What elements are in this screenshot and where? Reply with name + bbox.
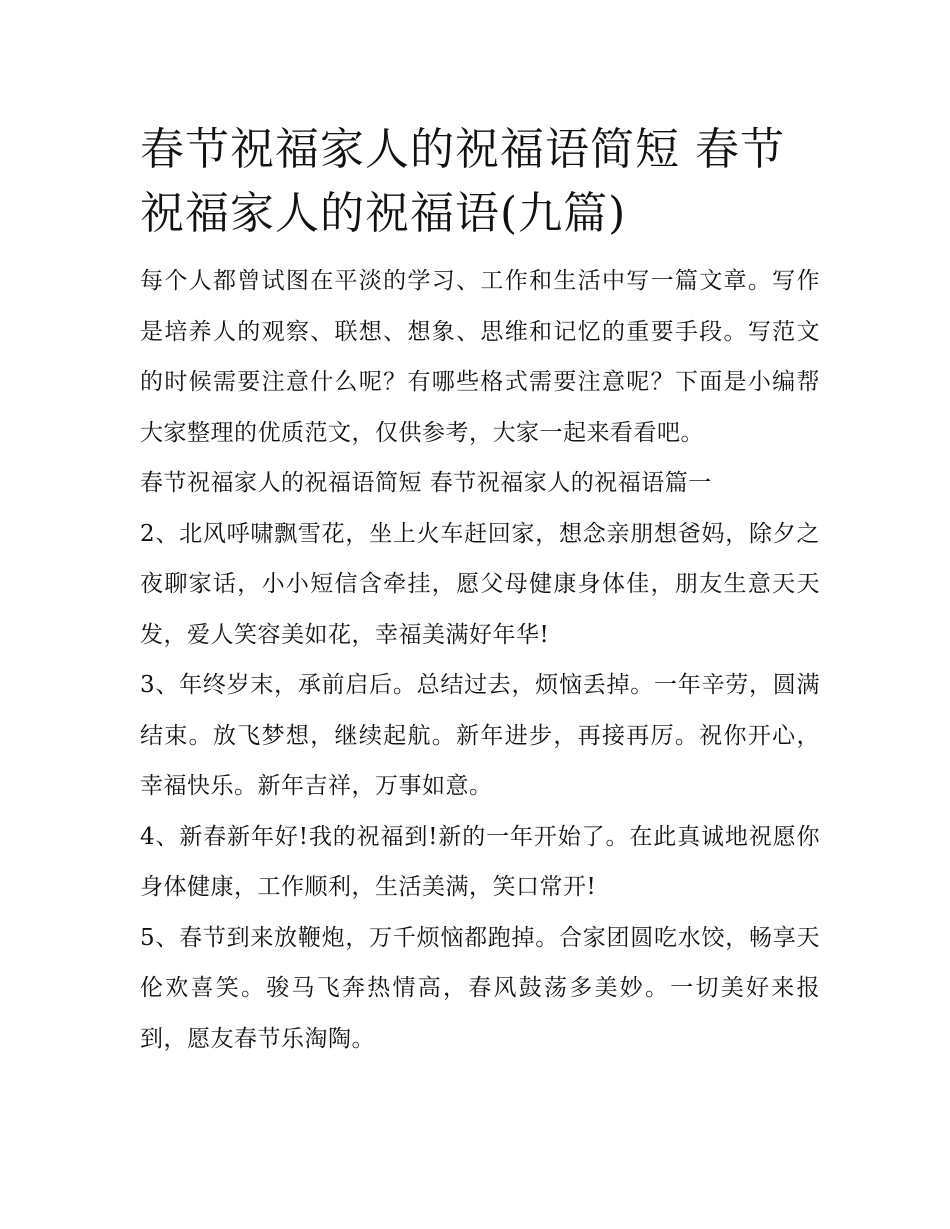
- intro-paragraph: 每个人都曾试图在平淡的学习、工作和生活中写一篇文章。写作是培养人的观察、联想、想象、思维和记忆的重要手段。写范文的时候需要注意什么呢？有哪些格式需要注意呢？下面是小编帮大家整理的优质范文，仅供参考，大家一起来看看吧。: [140, 268, 820, 446]
- greeting-item-5: 5、春节到来放鞭炮，万千烦恼都跑掉。合家团圆吃水饺，畅享天伦欢喜笑。骏马飞奔热情高，春风鼓荡多美妙。一切美好来报到，愿友春节乐淘陶。: [140, 924, 820, 1052]
- greeting-item-3: 3、年终岁末，承前启后。总结过去，烦恼丢掉。一年辛劳，圆满结束。放飞梦想，继续起航。新年进步，再接再厉。祝你开心，幸福快乐。新年吉祥，万事如意。: [140, 672, 820, 799]
- greeting-item-4: 4、新春新年好!我的祝福到!新的一年开始了。在此真诚地祝愿你身体健康，工作顺利，生活美满，笑口常开!: [140, 823, 820, 900]
- document-page: [140, 118, 820, 1064]
- section-heading: 春节祝福家人的祝福语简短 春节祝福家人的祝福语篇一: [140, 470, 712, 496]
- greeting-item-2: 2、北风呼啸飘雪花，坐上火车赶回家，想念亲朋想爸妈，除夕之夜聊家话，小小短信含牵挂，愿父母健康身体佳，朋友生意天天发，爱人笑容美如花，幸福美满好年华!: [140, 520, 820, 648]
- document-title: 春节祝福家人的祝福语简短 春节祝福家人的祝福语(九篇): [140, 124, 785, 239]
